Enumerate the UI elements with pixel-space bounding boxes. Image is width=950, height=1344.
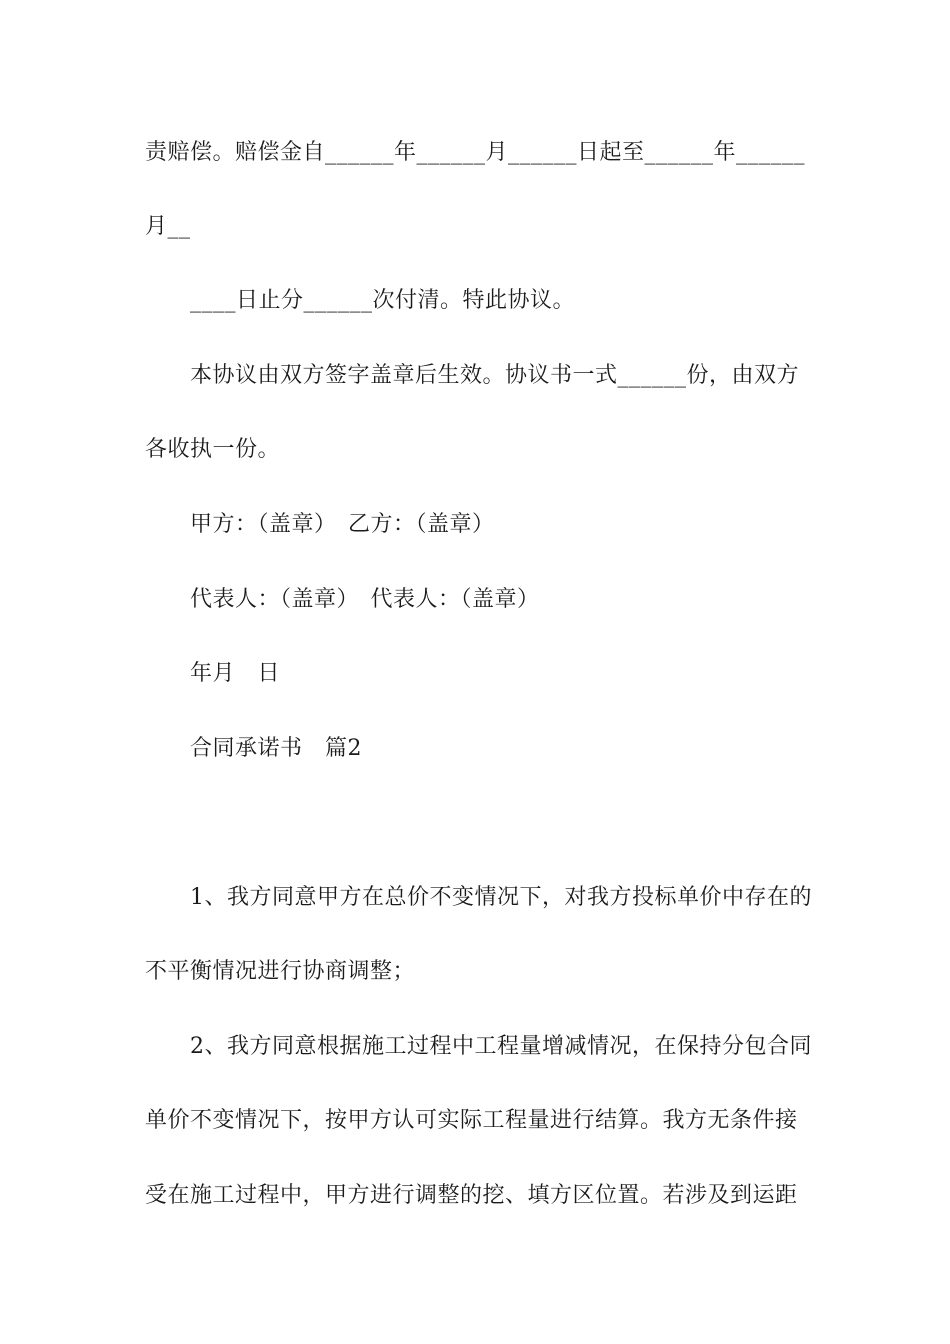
paragraph-line: 月__ [145, 214, 191, 239]
paragraph-line: 各收执一份。 [145, 437, 281, 462]
paragraph-line: 本协议由双方签字盖章后生效。协议书一式______份，由双方 [190, 363, 800, 388]
section-heading: 合同承诺书 篇2 [190, 736, 362, 761]
signature-representative-line: 代表人：（盖章） 代表人：（盖章） [190, 587, 540, 612]
paragraph-line: 受在施工过程中，甲方进行调整的挖、填方区位置。若涉及到运距 [145, 1183, 798, 1208]
signature-party-line: 甲方：（盖章） 乙方：（盖章） [190, 512, 495, 537]
paragraph-line: 2、我方同意根据施工过程中工程量增减情况，在保持分包合同 [190, 1034, 812, 1059]
paragraph-line: ____日止分______次付清。特此协议。 [190, 288, 576, 313]
paragraph-line: 单价不变情况下，按甲方认可实际工程量进行结算。我方无条件接 [145, 1108, 798, 1133]
paragraph-line: 不平衡情况进行协商调整； [145, 959, 416, 984]
paragraph-line: 责赔偿。赔偿金自______年______月______日起至______年______ [145, 140, 806, 165]
paragraph-line: 1、我方同意甲方在总价不变情况下，对我方投标单价中存在的 [190, 885, 812, 910]
date-line: 年月 日 [190, 661, 281, 686]
